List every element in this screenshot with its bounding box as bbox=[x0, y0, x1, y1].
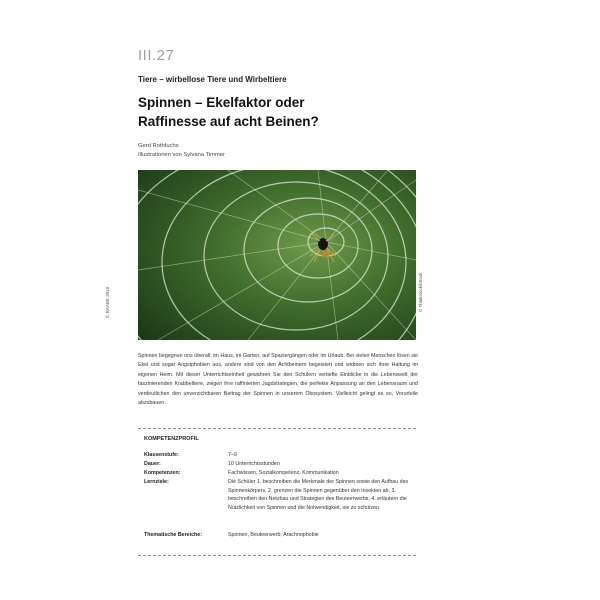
profile-key: Lernziele: bbox=[144, 479, 169, 485]
title-line-2: Raffinesse auf acht Beinen? bbox=[138, 114, 319, 129]
illustrator-name: Illustrationen von Sylvana Timmer bbox=[138, 152, 225, 158]
intro-paragraph: Spinnen begegnen uns überall: im Haus, im Garten, auf Spaziergängen oder im Urlaub. Bei vielen Menschen lösen sie Ekel und sogar Angstphobien aus, andere sind von den Achtbeinern begeistert und widmen sich ihrer Haltung im eigenen Heim. Mit dieser Unterrichtseinheit gewähren Sie den Schülern vertiefte Einblicke in die Lebenswelt der faszinierenden Krabbeltiere, zeigen ihre raffinierten Jagdstrategien, die perfekte Anpassung an den Lebensraum und verdeutlichen den unverzichtbaren Beitrag der Spinnen in unserem Ökosystem. Vielleicht gelingt es so, Vorurteile abzubauen. bbox=[138, 353, 418, 407]
kompetenzprofil-box bbox=[138, 428, 416, 556]
profile-value: 7–9 bbox=[228, 452, 237, 458]
spider-web-photo bbox=[138, 170, 416, 340]
subject-heading: Tiere – wirbellose Tiere und Wirbeltiere bbox=[138, 75, 287, 84]
section-number: III.27 bbox=[138, 47, 175, 64]
profile-value: Die Schüler 1. beschreiben die Merkmale der Spinnen sowie den Aufbau des Spinnenkörpers, 2. grenzen die Spinnen gegenüber den Insekten ab, 3. beschreiben den Netzbau und Strategien des Beuteerwerbs, 4. erläutern die Nützlichkeit von Spinnen und die Notwendigkeit, sie zu schützen. bbox=[228, 479, 409, 511]
kompetenzprofil-title: KOMPETENZPROFIL bbox=[144, 436, 199, 442]
profile-key: Kompetenzen: bbox=[144, 470, 181, 476]
profile-value: Spinnen, Beuteerwerb, Arachnophobie bbox=[228, 532, 319, 538]
page-title bbox=[138, 93, 438, 131]
author-name: Gerd Rothfuchs bbox=[138, 143, 179, 149]
profile-value: 10 Unterrichtsstunden bbox=[228, 461, 280, 467]
author-block bbox=[138, 142, 225, 160]
photo-credit: © Thinkstock/iStock bbox=[418, 272, 423, 312]
profile-key: Thematische Bereiche: bbox=[144, 532, 202, 538]
title-line-1: Spinnen – Ekelfaktor oder bbox=[138, 95, 305, 110]
profile-key: Dauer: bbox=[144, 461, 161, 467]
copyright-notice: © RAABE 2019 bbox=[105, 286, 110, 318]
spider-web-image bbox=[138, 170, 416, 340]
profile-key: Klassenstufe: bbox=[144, 452, 179, 458]
profile-value: Fachwissen, Sozialkompetenz, Kommunikation bbox=[228, 470, 339, 476]
